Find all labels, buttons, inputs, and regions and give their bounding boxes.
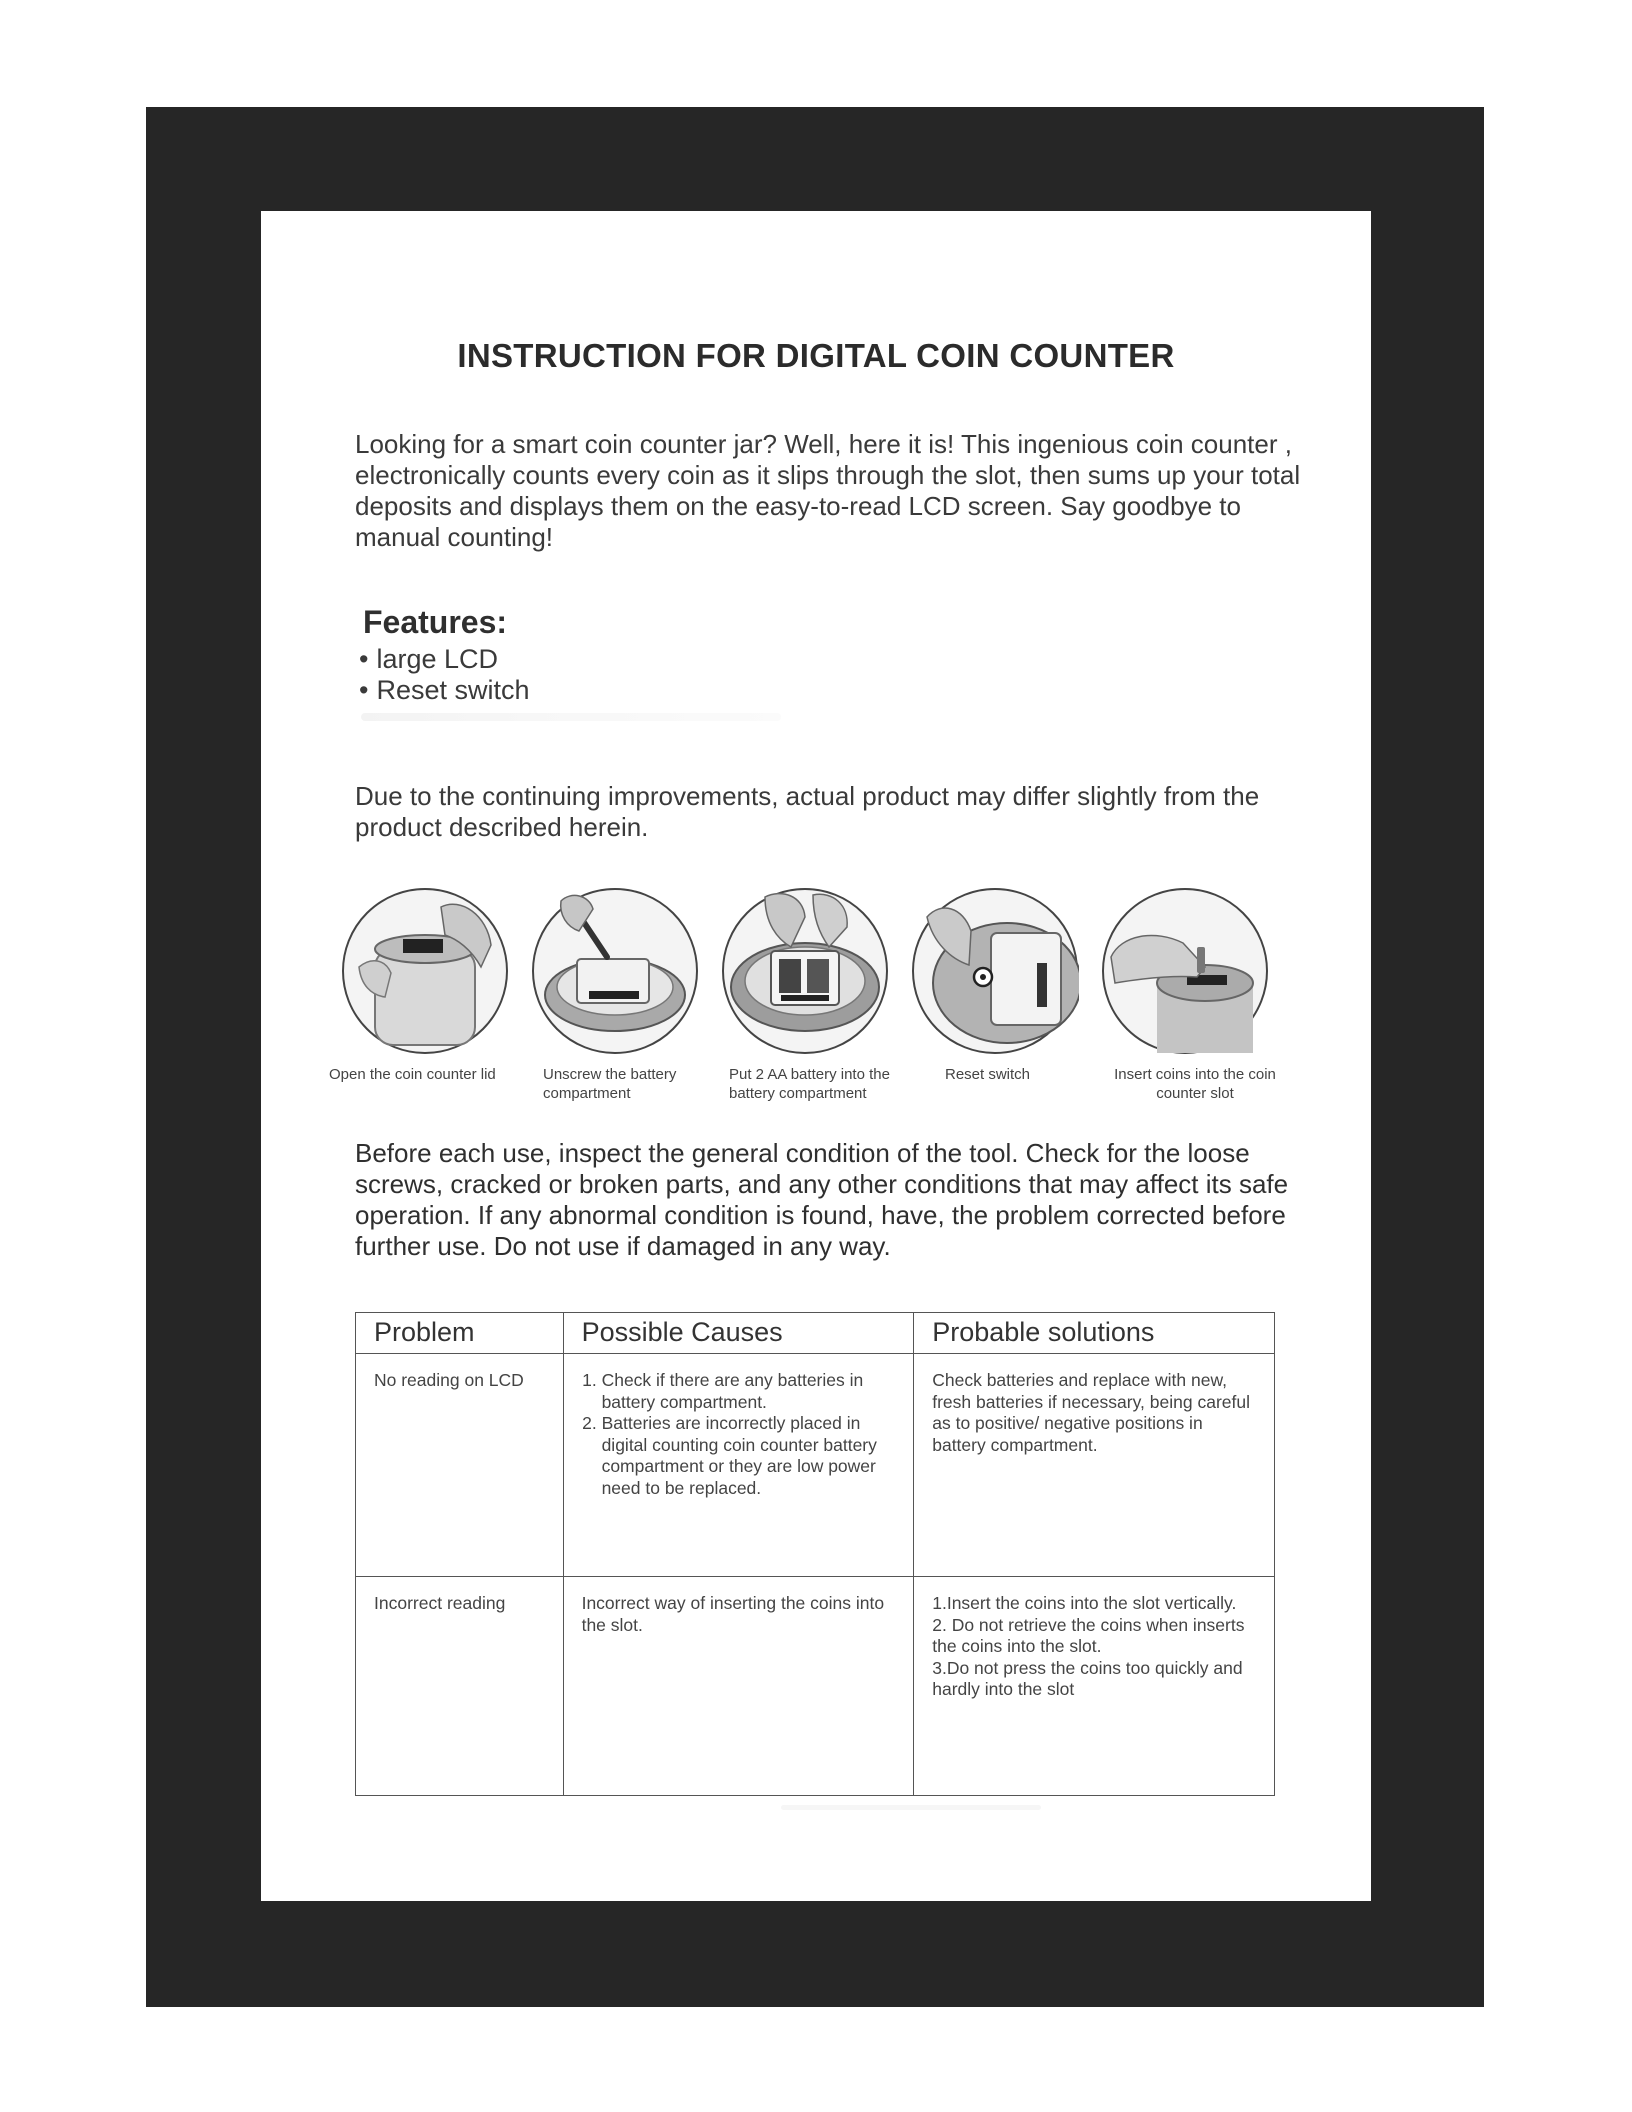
header-problem: Problem: [356, 1313, 564, 1354]
solution-cell: [914, 1577, 1275, 1796]
solution-item: 1.Insert the coins into the slot vertically.: [932, 1593, 1237, 1613]
instruction-sheet: [261, 211, 1371, 1901]
solution-item: 2. Do not retrieve the coins when inserts the coins into the slot.: [932, 1614, 1245, 1656]
product-notice: Due to the continuing improvements, actual product may differ slightly from the product described herein.: [355, 781, 1260, 842]
cause-item: 2. Batteries are incorrectly placed in digital counting coin counter battery compartment or they are low power need to be replaced.: [602, 1413, 896, 1499]
faded-text-remnant: [361, 713, 781, 721]
problem-cell: Incorrect reading: [356, 1577, 564, 1796]
causes-cell: Incorrect way of inserting the coins into the slot.: [563, 1577, 914, 1796]
solution-item: 3.Do not press the coins too quickly and hardly into the slot: [932, 1657, 1243, 1699]
step-caption: Reset switch: [945, 1066, 1031, 1083]
step-caption: Unscrew the battery compartment: [543, 1066, 677, 1102]
table-row: [356, 1577, 1275, 1796]
feature-list: [359, 644, 530, 706]
document-title: INSTRUCTION FOR DIGITAL COIN COUNTER: [457, 337, 1175, 374]
cause-item: 1. Check if there are any batteries in battery compartment.: [602, 1370, 896, 1413]
reset-switch-photo-icon: [911, 887, 1079, 1055]
safety-caution: Before each use, inspect the general condition of the tool. Check for the loose screws, cracked or broken parts, and any other conditions that may affect its safe operation. If any abnormal condition is found, have, the problem corrected before further use. Do not use if damaged in any way.: [355, 1138, 1289, 1261]
features-heading: Features:: [363, 604, 508, 640]
step-caption: Put 2 AA battery into the battery compartment: [729, 1066, 890, 1102]
intro-paragraph: Looking for a smart coin counter jar? Well, here it is! This ingenious coin counter , electronically counts every coin as it slips through the slot, then sums up your total deposits and displays them on the easy-to-read LCD screen. Say goodbye to manual counting!: [355, 429, 1301, 552]
step-caption: Insert coins into the coin counter slot: [1114, 1066, 1276, 1102]
header-probable-solutions: Probable solutions: [914, 1313, 1275, 1354]
causes-cell: [563, 1354, 914, 1577]
setup-steps: [329, 887, 1341, 1117]
feature-item: • large LCD: [359, 644, 530, 675]
insert-battery-photo-icon: [721, 887, 889, 1055]
solution-cell: Check batteries and replace with new, fresh batteries if necessary, being careful as to positive/ negative positions in battery compartment.: [914, 1354, 1275, 1577]
step-caption: Open the coin counter lid: [329, 1066, 496, 1083]
table-row: [356, 1354, 1275, 1577]
unscrew-battery-photo-icon: [531, 887, 699, 1055]
table-header-row: [356, 1313, 1275, 1354]
problem-cell: No reading on LCD: [356, 1354, 564, 1577]
header-possible-causes: Possible Causes: [563, 1313, 914, 1354]
faded-text-remnant: [781, 1805, 1041, 1810]
insert-coins-photo-icon: [1101, 887, 1269, 1055]
causes-list: [582, 1370, 896, 1499]
troubleshooting-table: [355, 1312, 1275, 1796]
feature-item: • Reset switch: [359, 675, 530, 706]
open-lid-photo-icon: [341, 887, 509, 1055]
